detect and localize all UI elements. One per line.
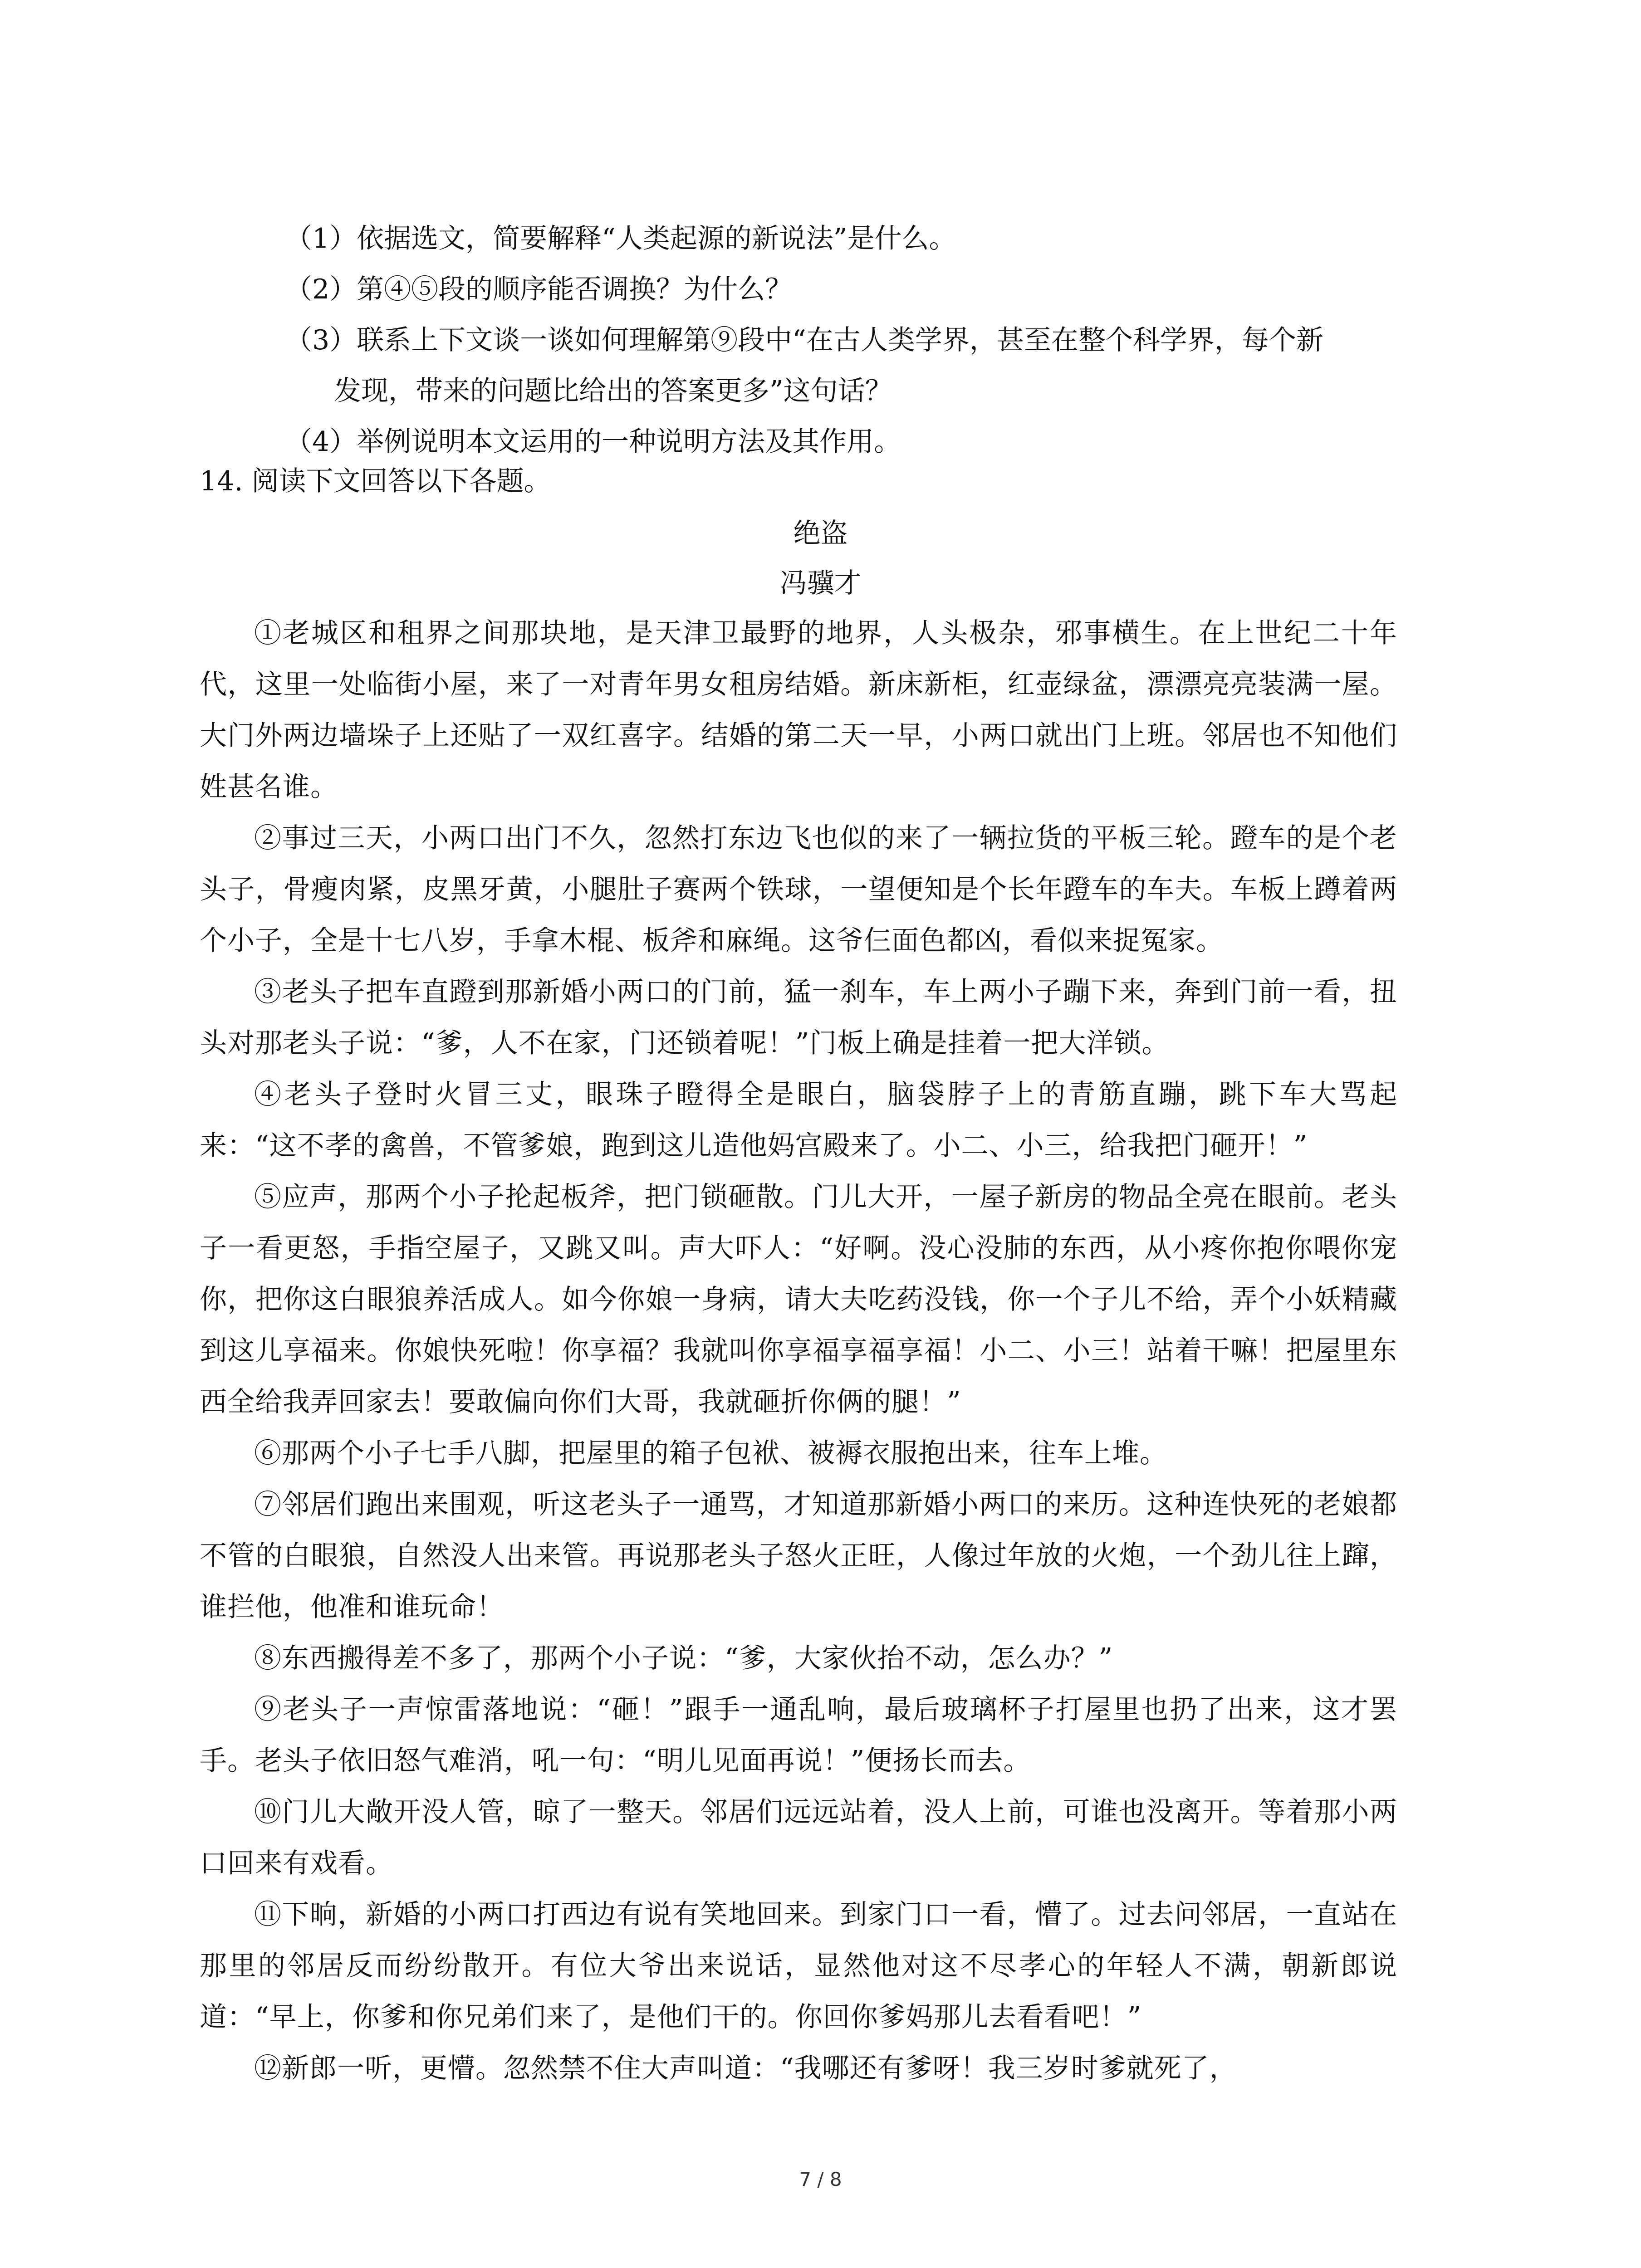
article-title: 绝盗	[793, 518, 848, 549]
paragraph-9: ⑨老头子一声惊雷落地说：“砸！”跟手一通乱响，最后玻璃杯子打屋里也扔了出来，这才罢手。老头子依旧怒气难消，吼一句：“明儿见面再说！”便扬长而去。	[200, 1694, 1397, 1777]
paragraph-7: ⑦邻居们跑出来围观，听这老头子一通骂，才知道那新婚小两口的来历。这种连快死的老娘都不管的白眼狼，自然没人出来管。再说那老头子怒火正旺，人像过年放的火炮，一个劲儿往上蹿，谁拦他，他准和谁玩命！	[200, 1489, 1397, 1623]
article-author: 冯骥才	[779, 567, 862, 599]
question-text: （3）联系上下文谈一谈如何理解第⑨段中“在古人类学界，甚至在整个科学界，每个新	[285, 324, 1323, 356]
section-heading: 14. 阅读下文回答以下各题。	[200, 465, 551, 497]
paragraph-4: ④老头子登时火冒三丈，眼珠子瞪得全是眼白，脑袋脖子上的青筋直蹦，跳下车大骂起来：“这不孝的禽兽，不管爹娘，跑到这儿造他妈宫殿来了。小二、小三，给我把门砸开！”	[200, 1079, 1397, 1162]
question-text: （2）第④⑤段的顺序能否调换？为什么？	[285, 274, 793, 305]
article-body	[200, 608, 1397, 2094]
paragraph-5: ⑤应声，那两个小子抡起板斧，把门锁砸散。门儿大开，一屋子新房的物品全亮在眼前。老头子一看更怒，手指空屋子，又跳又叫。声大吓人：“好啊。没心没肺的东西，从小疼你抱你喂你宠你，把你这白眼狼养活成人。如今你娘一身病，请大夫吃药没钱，你一个子儿不给，弄个小妖精藏到这儿享福来。你娘快死啦！你享福？我就叫你享福享福享福！小二、小三！站着干嘛！把屋里东西全给我弄回家去！要敢偏向你们大哥，我就砸折你俩的腿！”	[200, 1181, 1397, 1418]
paragraph-12: ⑫新郎一听，更懵。忽然禁不住大声叫道：“我哪还有爹呀！我三岁时爹就死了，	[254, 2053, 1237, 2084]
page-number: 7 / 8	[799, 2168, 842, 2190]
paragraph-8: ⑧东西搬得差不多了，那两个小子说：“爹，大家伙抬不动，怎么办？”	[254, 1642, 1113, 1674]
paragraph-2: ②事过三天，小两口出门不久，忽然打东边飞也似的来了一辆拉货的平板三轮。蹬车的是个老头子，骨瘦肉紧，皮黑牙黄，小腿肚子赛两个铁球，一望便知是个长年蹬车的车夫。车板上蹲着两个小子，全是十七八岁，手拿木棍、板斧和麻绳。这爷仨面色都凶，看似来捉冤家。	[200, 822, 1397, 957]
question-text: （1）依据选文，简要解释“人类起源的新说法”是什么。	[285, 223, 956, 254]
paragraph-10: ⑩门儿大敞开没人管，晾了一整天。邻居们远远站着，没人上前，可谁也没离开。等着那小两口回来有戏看。	[200, 1796, 1397, 1879]
question-list	[285, 213, 1455, 467]
paragraph-3: ③老头子把车直蹬到那新婚小两口的门前，猛一刹车，车上两小子蹦下来，奔到门前一看，扭头对那老头子说：“爹，人不在家，门还锁着呢！”门板上确是挂着一把大洋锁。	[200, 976, 1397, 1059]
question-item-3	[285, 315, 1455, 416]
question-text: （4）举例说明本文运用的一种说明方法及其作用。	[285, 426, 901, 458]
question-item-1	[285, 213, 1455, 264]
paragraph-1: ①老城区和租界之间那块地，是天津卫最野的地界，人头极杂，邪事横生。在上世纪二十年代，这里一处临街小屋，来了一对青年男女租房结婚。新床新柜，红壶绿盆，漂漂亮亮装满一屋。大门外两边墙垛子上还贴了一双红喜字。结婚的第二天一早，小两口就出门上班。邻居也不知他们姓甚名谁。	[200, 617, 1397, 803]
question-item-2	[285, 264, 1455, 315]
paragraph-11: ⑪下晌，新婚的小两口打西边有说有笑地回来。到家门口一看，懵了。过去问邻居，一直站在那里的邻居反而纷纷散开。有位大爷出来说话，显然他对这不尽孝心的年轻人不满，朝新郎说道：“早上，你爹和你兄弟们来了，是他们干的。你回你爹妈那儿去看看吧！”	[200, 1899, 1397, 2033]
paragraph-6: ⑥那两个小子七手八脚，把屋里的箱子包袱、被褥衣服抱出来，往车上堆。	[254, 1437, 1167, 1469]
question-text-continued: 发现，带来的问题比给出的答案更多”这句话？	[334, 375, 892, 407]
